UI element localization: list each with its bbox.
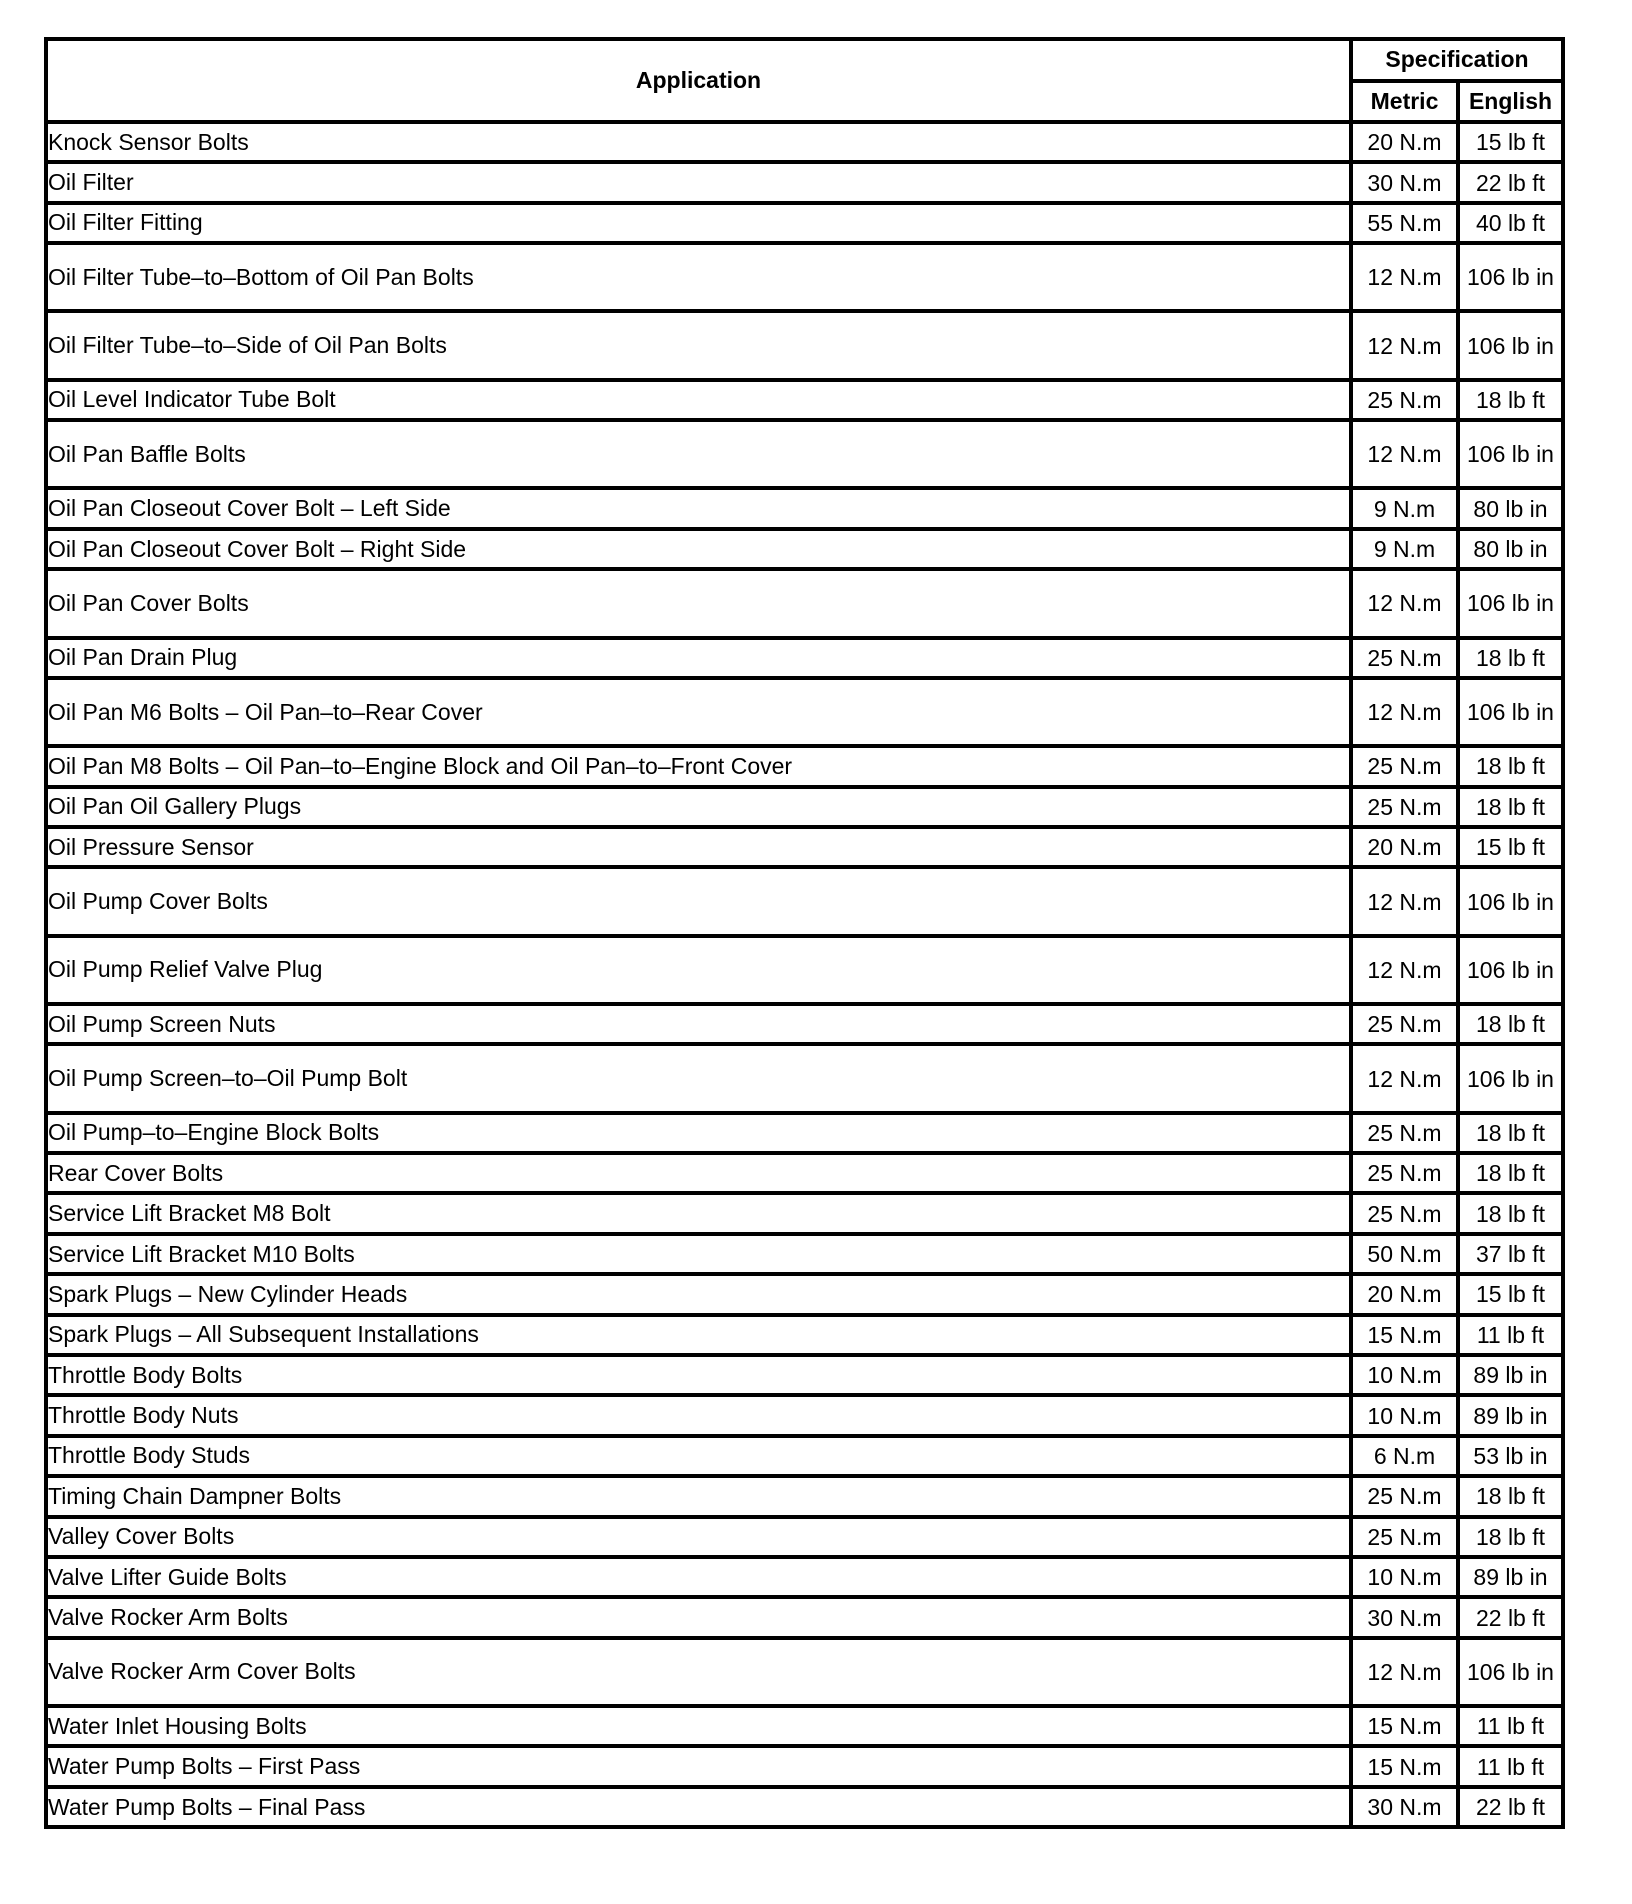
cell-english: 15 lb ft — [1458, 122, 1563, 162]
table-row — [46, 162, 1563, 202]
cell-metric: 25 N.m — [1351, 1517, 1458, 1557]
cell-english: 40 lb ft — [1458, 203, 1563, 243]
cell-metric: 12 N.m — [1351, 1044, 1458, 1112]
cell-application: Oil Pump–to–Engine Block Bolts — [46, 1113, 1351, 1153]
table-row — [46, 1787, 1563, 1827]
cell-application: Water Pump Bolts – Final Pass — [46, 1787, 1351, 1827]
cell-english: 37 lb ft — [1458, 1234, 1563, 1274]
cell-metric: 9 N.m — [1351, 529, 1458, 569]
table-row — [46, 1315, 1563, 1355]
cell-application: Rear Cover Bolts — [46, 1153, 1351, 1193]
table-row — [46, 1234, 1563, 1274]
cell-metric: 12 N.m — [1351, 936, 1458, 1004]
table-row — [46, 243, 1563, 311]
cell-english: 18 lb ft — [1458, 1193, 1563, 1233]
cell-english: 22 lb ft — [1458, 1787, 1563, 1827]
cell-metric: 30 N.m — [1351, 1597, 1458, 1637]
cell-metric: 20 N.m — [1351, 827, 1458, 867]
cell-metric: 25 N.m — [1351, 1004, 1458, 1044]
cell-english: 18 lb ft — [1458, 1004, 1563, 1044]
table-row — [46, 1638, 1563, 1706]
table-row — [46, 867, 1563, 935]
cell-application: Oil Level Indicator Tube Bolt — [46, 380, 1351, 420]
cell-application: Valve Rocker Arm Bolts — [46, 1597, 1351, 1637]
table-row — [46, 1597, 1563, 1637]
table-row — [46, 638, 1563, 678]
cell-metric: 12 N.m — [1351, 311, 1458, 379]
cell-metric: 25 N.m — [1351, 746, 1458, 786]
cell-english: 22 lb ft — [1458, 162, 1563, 202]
table-body — [46, 122, 1563, 1827]
column-header-english: English — [1458, 81, 1563, 123]
cell-metric: 12 N.m — [1351, 569, 1458, 637]
cell-metric: 10 N.m — [1351, 1557, 1458, 1597]
table-row — [46, 1395, 1563, 1435]
cell-metric: 20 N.m — [1351, 1274, 1458, 1314]
cell-application: Oil Pump Relief Valve Plug — [46, 936, 1351, 1004]
cell-english: 80 lb in — [1458, 529, 1563, 569]
cell-metric: 15 N.m — [1351, 1315, 1458, 1355]
cell-metric: 12 N.m — [1351, 1638, 1458, 1706]
cell-application: Oil Filter — [46, 162, 1351, 202]
table-row — [46, 1153, 1563, 1193]
cell-application: Service Lift Bracket M8 Bolt — [46, 1193, 1351, 1233]
table-row — [46, 1193, 1563, 1233]
cell-english: 106 lb in — [1458, 243, 1563, 311]
cell-application: Oil Filter Tube–to–Side of Oil Pan Bolts — [46, 311, 1351, 379]
cell-metric: 25 N.m — [1351, 1153, 1458, 1193]
cell-metric: 12 N.m — [1351, 867, 1458, 935]
cell-metric: 9 N.m — [1351, 488, 1458, 528]
cell-application: Oil Filter Fitting — [46, 203, 1351, 243]
table-row — [46, 1706, 1563, 1746]
cell-english: 15 lb ft — [1458, 827, 1563, 867]
table-row — [46, 203, 1563, 243]
cell-metric: 55 N.m — [1351, 203, 1458, 243]
cell-application: Oil Pan M8 Bolts – Oil Pan–to–Engine Block and Oil Pan–to–Front Cover — [46, 746, 1351, 786]
cell-english: 106 lb in — [1458, 569, 1563, 637]
cell-metric: 30 N.m — [1351, 1787, 1458, 1827]
cell-application: Oil Pan Oil Gallery Plugs — [46, 787, 1351, 827]
cell-english: 18 lb ft — [1458, 1113, 1563, 1153]
table-row — [46, 1746, 1563, 1786]
table-header — [46, 39, 1563, 122]
cell-metric: 12 N.m — [1351, 243, 1458, 311]
cell-metric: 10 N.m — [1351, 1355, 1458, 1395]
cell-english: 11 lb ft — [1458, 1746, 1563, 1786]
table-row — [46, 122, 1563, 162]
cell-english: 18 lb ft — [1458, 787, 1563, 827]
cell-metric: 6 N.m — [1351, 1436, 1458, 1476]
cell-metric: 10 N.m — [1351, 1395, 1458, 1435]
cell-metric: 25 N.m — [1351, 380, 1458, 420]
cell-english: 18 lb ft — [1458, 746, 1563, 786]
cell-english: 106 lb in — [1458, 1044, 1563, 1112]
cell-english: 53 lb in — [1458, 1436, 1563, 1476]
table-row — [46, 1355, 1563, 1395]
column-header-metric: Metric — [1351, 81, 1458, 123]
table-row — [46, 827, 1563, 867]
cell-english: 106 lb in — [1458, 936, 1563, 1004]
table-row — [46, 311, 1563, 379]
table-row — [46, 678, 1563, 746]
cell-application: Water Inlet Housing Bolts — [46, 1706, 1351, 1746]
cell-metric: 25 N.m — [1351, 1476, 1458, 1516]
cell-english: 18 lb ft — [1458, 1476, 1563, 1516]
cell-application: Service Lift Bracket M10 Bolts — [46, 1234, 1351, 1274]
table-row — [46, 420, 1563, 488]
table-row — [46, 1436, 1563, 1476]
table-row — [46, 1476, 1563, 1516]
cell-metric: 12 N.m — [1351, 420, 1458, 488]
cell-metric: 30 N.m — [1351, 162, 1458, 202]
table-row — [46, 529, 1563, 569]
cell-english: 18 lb ft — [1458, 638, 1563, 678]
cell-application: Valve Rocker Arm Cover Bolts — [46, 1638, 1351, 1706]
cell-english: 18 lb ft — [1458, 380, 1563, 420]
cell-application: Oil Pan Drain Plug — [46, 638, 1351, 678]
cell-application: Oil Pump Screen–to–Oil Pump Bolt — [46, 1044, 1351, 1112]
table-row — [46, 1004, 1563, 1044]
table-row — [46, 1113, 1563, 1153]
table-row — [46, 787, 1563, 827]
cell-application: Oil Pressure Sensor — [46, 827, 1351, 867]
table-row — [46, 1517, 1563, 1557]
cell-application: Water Pump Bolts – First Pass — [46, 1746, 1351, 1786]
cell-application: Knock Sensor Bolts — [46, 122, 1351, 162]
table-row — [46, 936, 1563, 1004]
cell-english: 80 lb in — [1458, 488, 1563, 528]
cell-application: Spark Plugs – All Subsequent Installations — [46, 1315, 1351, 1355]
table-row — [46, 746, 1563, 786]
cell-metric: 15 N.m — [1351, 1706, 1458, 1746]
cell-metric: 25 N.m — [1351, 1193, 1458, 1233]
cell-metric: 15 N.m — [1351, 1746, 1458, 1786]
table-row — [46, 569, 1563, 637]
cell-english: 11 lb ft — [1458, 1315, 1563, 1355]
cell-application: Oil Pump Cover Bolts — [46, 867, 1351, 935]
cell-application: Oil Pan Closeout Cover Bolt – Left Side — [46, 488, 1351, 528]
cell-english: 106 lb in — [1458, 311, 1563, 379]
cell-english: 106 lb in — [1458, 678, 1563, 746]
cell-application: Throttle Body Bolts — [46, 1355, 1351, 1395]
cell-application: Spark Plugs – New Cylinder Heads — [46, 1274, 1351, 1314]
cell-english: 106 lb in — [1458, 867, 1563, 935]
cell-metric: 25 N.m — [1351, 1113, 1458, 1153]
cell-application: Timing Chain Dampner Bolts — [46, 1476, 1351, 1516]
cell-metric: 25 N.m — [1351, 638, 1458, 678]
cell-application: Throttle Body Nuts — [46, 1395, 1351, 1435]
cell-english: 106 lb in — [1458, 1638, 1563, 1706]
table-row — [46, 1044, 1563, 1112]
table-row — [46, 488, 1563, 528]
column-header-application: Application — [46, 39, 1351, 122]
cell-application: Oil Pump Screen Nuts — [46, 1004, 1351, 1044]
cell-application: Oil Pan Closeout Cover Bolt – Right Side — [46, 529, 1351, 569]
cell-english: 89 lb in — [1458, 1395, 1563, 1435]
cell-english: 22 lb ft — [1458, 1597, 1563, 1637]
cell-metric: 20 N.m — [1351, 122, 1458, 162]
cell-english: 89 lb in — [1458, 1557, 1563, 1597]
cell-application: Oil Pan Baffle Bolts — [46, 420, 1351, 488]
cell-application: Oil Pan Cover Bolts — [46, 569, 1351, 637]
cell-application: Oil Pan M6 Bolts – Oil Pan–to–Rear Cover — [46, 678, 1351, 746]
table-row — [46, 1274, 1563, 1314]
cell-english: 106 lb in — [1458, 420, 1563, 488]
cell-metric: 50 N.m — [1351, 1234, 1458, 1274]
cell-english: 18 lb ft — [1458, 1517, 1563, 1557]
cell-application: Valve Lifter Guide Bolts — [46, 1557, 1351, 1597]
cell-application: Throttle Body Studs — [46, 1436, 1351, 1476]
cell-metric: 25 N.m — [1351, 787, 1458, 827]
cell-english: 89 lb in — [1458, 1355, 1563, 1395]
cell-english: 11 lb ft — [1458, 1706, 1563, 1746]
cell-english: 18 lb ft — [1458, 1153, 1563, 1193]
cell-application: Valley Cover Bolts — [46, 1517, 1351, 1557]
torque-specification-table — [44, 37, 1565, 1829]
cell-metric: 12 N.m — [1351, 678, 1458, 746]
table-row — [46, 380, 1563, 420]
table-row — [46, 1557, 1563, 1597]
column-header-specification: Specification — [1351, 39, 1563, 81]
cell-english: 15 lb ft — [1458, 1274, 1563, 1314]
cell-application: Oil Filter Tube–to–Bottom of Oil Pan Bolts — [46, 243, 1351, 311]
